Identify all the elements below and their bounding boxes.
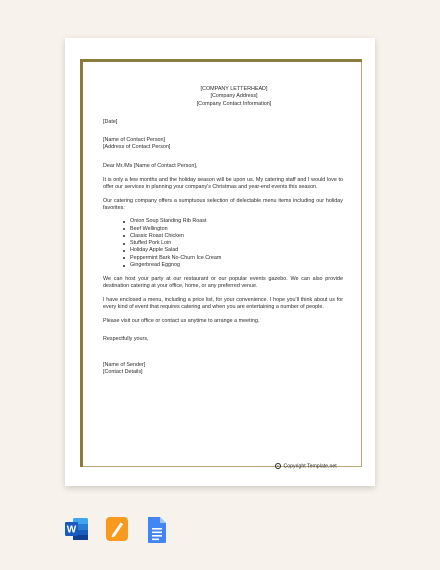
frame-accent-left (80, 59, 83, 467)
letter-body (103, 86, 343, 376)
recipient-block (103, 137, 343, 152)
list-item: Classic Roast Chicken (123, 233, 343, 240)
list-item: Beef Wellington (123, 226, 343, 233)
list-item: Stuffed Pork Loin (123, 240, 343, 247)
copyright-text: Copyright Template.net (283, 463, 337, 470)
company-contact-info: [Company Contact Information] (196, 100, 272, 107)
list-item: Holiday Apple Salad (123, 247, 343, 254)
company-letterhead: [COMPANY LETTERHEAD] (200, 86, 268, 92)
recipient-name: [Name of Contact Person] (103, 137, 166, 144)
paragraph-menu-intro: Our catering company offers a sumptuous selection of delectable menu items including our holiday favorites: (103, 197, 343, 211)
list-item: Onion Soup Standing Rib Roast (123, 218, 343, 225)
letter-page (65, 38, 375, 486)
letter-date: [Date] (103, 118, 118, 125)
paragraph-intro: It is only a few months and the holiday season will be upon us. My catering staff and I would love to offer our services in planning your company's Christmas and year-end events this season. (103, 176, 343, 190)
word-icon[interactable] (64, 516, 90, 542)
copyright-icon: c (275, 463, 281, 469)
menu-list (103, 218, 343, 269)
pages-icon[interactable] (104, 516, 130, 542)
letter-header (125, 86, 343, 108)
paragraph-enclosure: I have enclosed a menu, including a price list, for your convenience. I hope you'll think about us for every kind of event that requires catering and when you are entertaining a number of people. (103, 296, 343, 311)
paragraph-venues: We can host your party at our restaurant or our popular events gazebo. We can also provide destination catering at your office, home, or any preferred venue. (103, 275, 343, 290)
list-item: Gingerbread Eggnog (123, 262, 343, 269)
closing: Respectfully yours, (103, 336, 149, 343)
sender-block (103, 362, 343, 377)
sender-name: [Name of Sender] (103, 361, 146, 368)
svg-text:W: W (66, 524, 77, 536)
list-item: Peppermint Bark No-Churn Ice Cream (123, 255, 343, 262)
frame-accent-top (80, 59, 362, 62)
salutation: Dear Mr./Ms [Name of Contact Person], (103, 162, 198, 169)
paragraph-meeting: Please visit our office or contact us anytime to arrange a meeting. (103, 318, 260, 325)
sender-contact: [Contact Details] (103, 368, 143, 375)
recipient-address: [Address of Contact Person] (103, 144, 171, 151)
google-docs-icon[interactable] (146, 516, 168, 544)
copyright-notice (275, 463, 337, 469)
company-address: [Company Address] (210, 93, 258, 100)
